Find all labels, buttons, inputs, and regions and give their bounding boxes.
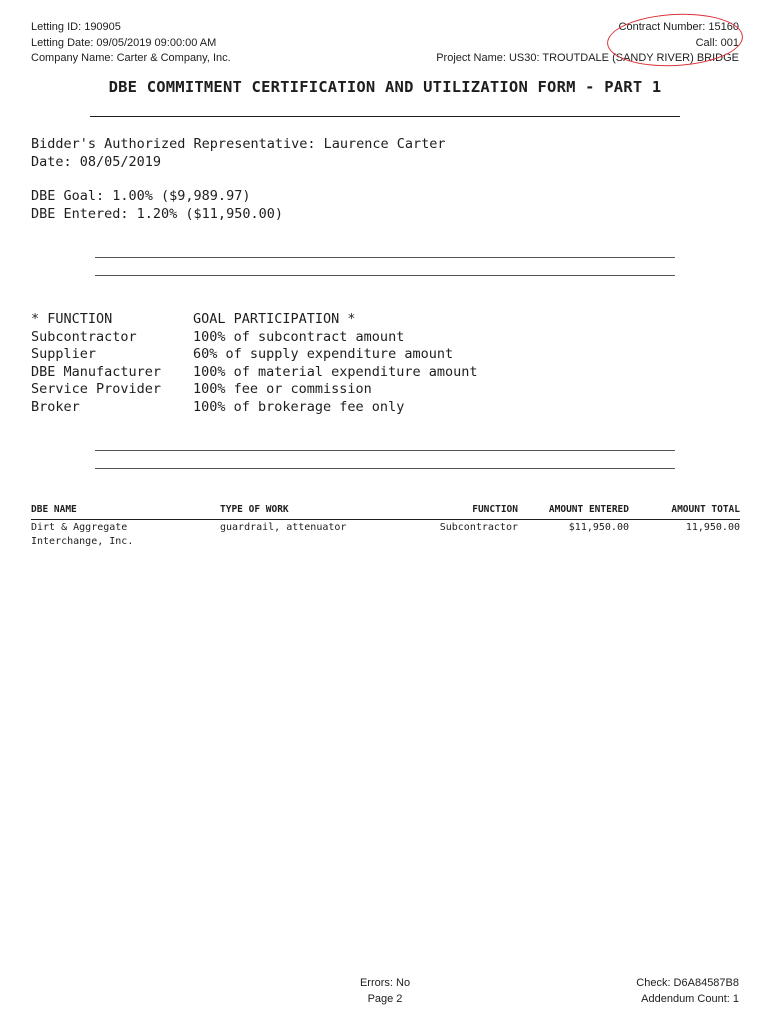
goal-header: GOAL PARTICIPATION * — [193, 311, 356, 327]
call-number: Call: 001 — [695, 36, 739, 49]
function-goal: 60% of supply expenditure amount — [193, 346, 454, 362]
footer-center — [335, 975, 435, 1007]
separator-line — [95, 468, 675, 469]
function-goal: 100% fee or commission — [193, 381, 372, 397]
function-row — [31, 399, 477, 417]
function-table-header — [31, 311, 477, 329]
contract-number: Contract Number: 15160 — [618, 21, 739, 33]
separator-line — [95, 450, 675, 451]
addendum-count: Addendum Count: 1 — [641, 993, 739, 1005]
check-code: Check: D6A84587B8 — [636, 977, 739, 989]
function-name: Broker — [31, 398, 80, 415]
letting-id: Letting ID: 190905 — [31, 21, 121, 33]
bidder-representative: Bidder's Authorized Representative: Laurence Carter — [31, 136, 446, 152]
type-of-work-cell: guardrail, attenuator — [220, 522, 347, 533]
function-goal: 100% of material expenditure amount — [193, 363, 478, 380]
col-amount-total: AMOUNT TOTAL — [671, 504, 740, 515]
form-title: DBE COMMITMENT CERTIFICATION AND UTILIZATION FORM - PART 1 — [108, 78, 662, 96]
function-goal: 100% of subcontract amount — [193, 328, 405, 345]
dbe-name-line: Interchange, Inc. — [31, 536, 134, 547]
col-dbe-name: DBE NAME — [31, 504, 77, 515]
amount-entered-cell: $11,950.00 — [568, 522, 629, 533]
dbe-name-line: Dirt & Aggregate — [31, 522, 128, 533]
col-function: FUNCTION — [472, 504, 518, 515]
function-row — [31, 364, 477, 382]
separator-line — [95, 275, 675, 276]
function-name: Supplier — [31, 346, 97, 362]
col-type-of-work: TYPE OF WORK — [220, 504, 289, 515]
function-name: DBE Manufacturer — [31, 363, 162, 380]
dbe-goal: DBE Goal: 1.00% ($9,989.97) — [31, 188, 251, 204]
amount-total-cell: 11,950.00 — [685, 522, 740, 533]
function-row — [31, 381, 477, 399]
project-name: Project Name: US30: TROUTDALE (SANDY RIVER) BRIDGE — [436, 52, 739, 64]
title-underline — [90, 116, 680, 117]
function-table — [31, 311, 477, 416]
function-row — [31, 329, 477, 347]
function-name: Subcontractor — [31, 328, 137, 345]
function-header: * FUNCTION — [31, 311, 113, 327]
function-cell: Subcontractor — [439, 522, 518, 533]
header-left — [31, 20, 231, 67]
footer-right — [636, 975, 739, 1007]
dbe-entered: DBE Entered: 1.20% ($11,950.00) — [31, 205, 283, 222]
col-amount-entered: AMOUNT ENTERED — [548, 504, 629, 515]
function-row — [31, 346, 477, 364]
dbe-name-cell — [31, 521, 133, 549]
goals-block — [31, 188, 283, 223]
errors-status: Errors: No — [359, 977, 411, 989]
separator-line — [95, 257, 675, 258]
bidder-block — [31, 136, 446, 171]
function-goal: 100% of brokerage fee only — [193, 398, 405, 415]
page-number: Page 2 — [367, 993, 403, 1005]
function-name: Service Provider — [31, 381, 162, 397]
letting-date: Letting Date: 09/05/2019 09:00:00 AM — [31, 36, 217, 49]
bidder-date: Date: 08/05/2019 — [31, 153, 162, 170]
company-name: Company Name: Carter & Company, Inc. — [31, 52, 231, 64]
dbe-table-header — [31, 504, 740, 520]
